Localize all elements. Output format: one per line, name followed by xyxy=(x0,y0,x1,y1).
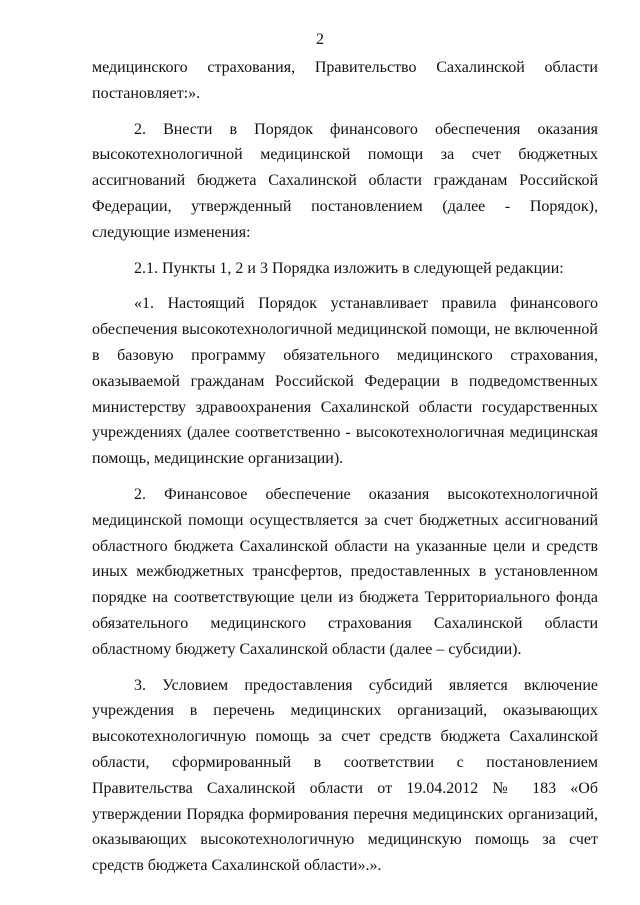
page-number: 2 xyxy=(316,31,324,48)
paragraph-item-2-1: 2.1. Пункты 1, 2 и 3 Порядка изложить в следующей редакции: xyxy=(134,259,564,277)
paragraph-item-2: 2. Внести в Порядок финансового обеспечения оказания высокотехнологичной медицинской помощи за счет бюджетных ассигнований бюджета Сахалинской области гражданам Российской Федерации, утвержденный постановлением (далее - Порядок), следующие изменения: xyxy=(92,120,598,241)
paragraph-continuation: медицинского страхования, Правительство Сахалинской области постановляет:». xyxy=(92,59,598,102)
paragraph-point-3: 3. Условием предоставления субсидий является включение учреждения в перечень медицинских организаций, оказывающих высокотехнологичную помощь за счет средств бюджета Сахалинской области, сформированный в соответствии с постановлением Правительства Сахалинской области от 19.04.2012 № 183 «Об утверждении Порядка формирования перечня медицинских организаций, оказывающих высокотехнологичную медицинскую помощь за счет средств бюджета Сахалинской области».». xyxy=(92,676,598,875)
document-body xyxy=(92,55,598,879)
paragraph-point-1: «1. Настоящий Порядок устанавливает правила финансового обеспечения высокотехнологичной медицинской помощи, не включенной в базовую программу обязательного медицинского страхования, оказываемой гражданам Российской Федерации в подведомственных министерству здравоохранения Сахалинской области государственных учреждениях (далее соответственно - высокотехнологичная медицинская помощь, медицинские организации). xyxy=(92,295,598,468)
paragraph-point-2: 2. Финансовое обеспечение оказания высокотехнологичной медицинской помощи осуществляется за счет бюджетных ассигнований областного бюджета Сахалинской области на указанные цели и средств иных межбюджетных трансфертов, предоставленных в установленном порядке на соответствующие цели из бюджета Территориального фонда обязательного медицинского страхования Сахалинской области областному бюджету Сахалинской области (далее – субсидии). xyxy=(92,485,598,658)
